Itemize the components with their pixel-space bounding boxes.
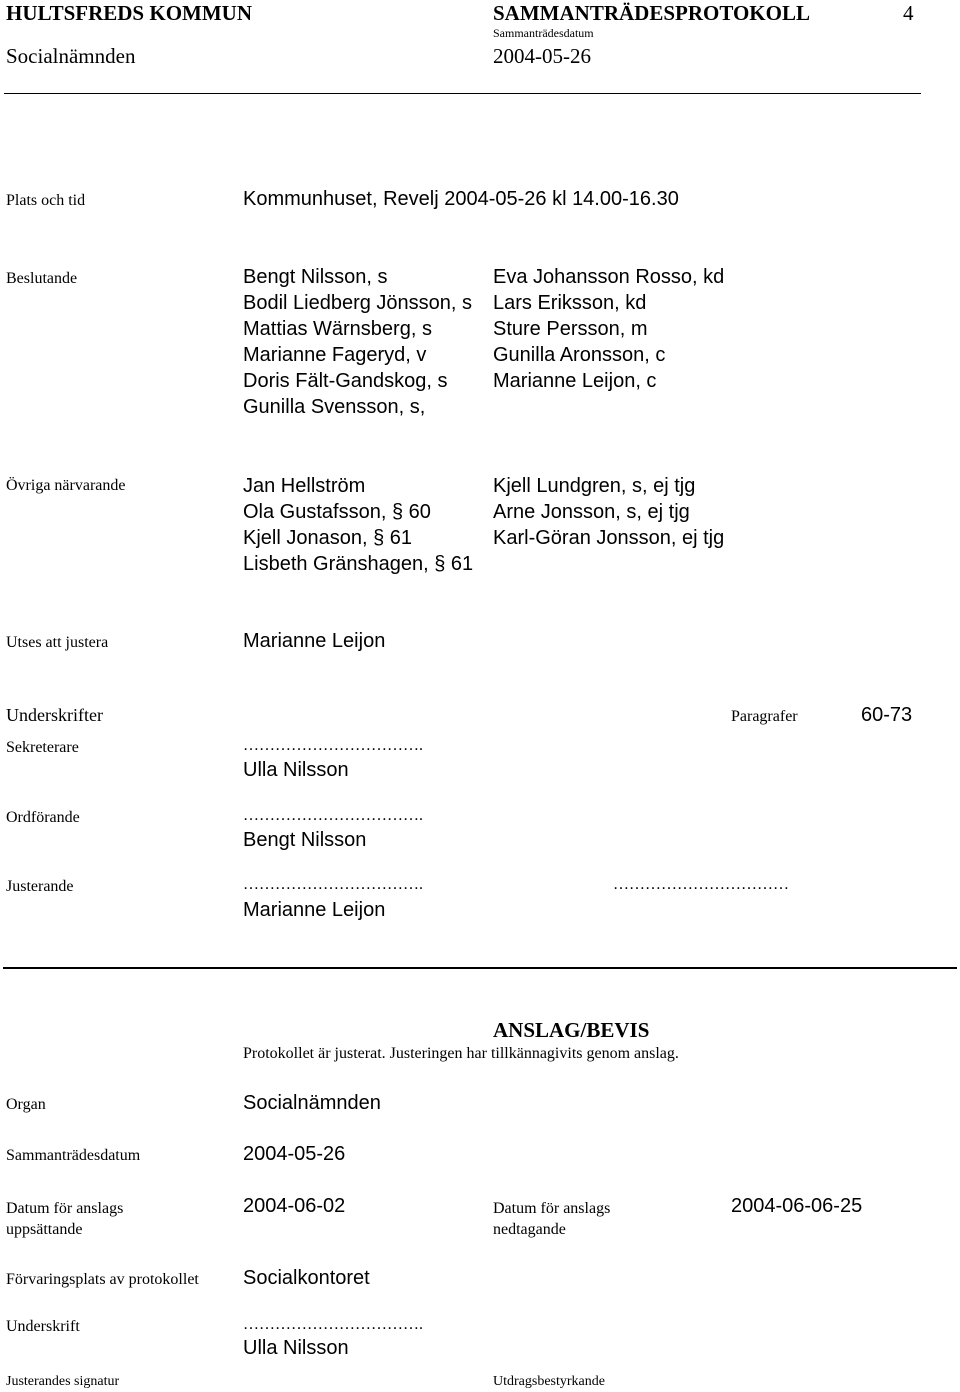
justerande-label: Justerande (6, 878, 74, 895)
ovriga-member: Arne Jonsson, s, ej tjg (493, 501, 690, 523)
justerande-name: Marianne Leijon (243, 899, 386, 921)
justerande-signature-line: ……………………………. (243, 876, 423, 893)
underskrift-label: Underskrift (6, 1318, 80, 1335)
beslutande-member: Mattias Wärnsberg, s (243, 318, 432, 340)
paragrafer-label: Paragrafer (731, 708, 798, 725)
section-divider (3, 967, 957, 969)
sekreterare-name: Ulla Nilsson (243, 759, 349, 781)
ovriga-member: Kjell Lundgren, s, ej tjg (493, 475, 696, 497)
ovriga-right-list (493, 473, 724, 551)
beslutande-right-list (493, 264, 724, 394)
paragrafer-value: 60-73 (861, 704, 913, 726)
utses-value: Marianne Leijon (243, 630, 386, 652)
beslutande-member: Eva Johansson Rosso, kd (493, 266, 725, 288)
uppsattande-label-line2: uppsättande (6, 1221, 83, 1238)
sekreterare-signature-line: ……………………………. (243, 737, 423, 754)
nedtagande-value: 2004-06-06-25 (731, 1195, 863, 1217)
page-number: 4 (903, 1, 914, 25)
beslutande-member: Bengt Nilsson, s (243, 266, 388, 288)
forvaring-label: Förvaringsplats av protokollet (6, 1271, 199, 1288)
municipality-name: HULTSFREDS KOMMUN (6, 1, 253, 25)
utses-label: Utses att justera (6, 634, 109, 651)
committee-name: Socialnämnden (6, 44, 136, 68)
beslutande-member: Marianne Leijon, c (493, 370, 657, 392)
anslag-date-value: 2004-05-26 (243, 1143, 346, 1165)
ovriga-member: Karl-Göran Jonsson, ej tjg (493, 527, 725, 549)
anslag-title: ANSLAG/BEVIS (493, 1018, 650, 1042)
ordforande-signature-line: ……………………………. (243, 807, 423, 824)
sekreterare-label: Sekreterare (6, 739, 79, 756)
footer-utdragsbestyrkande: Utdragsbestyrkande (493, 1374, 605, 1389)
uppsattande-value: 2004-06-02 (243, 1195, 346, 1217)
ordforande-name: Bengt Nilsson (243, 829, 367, 851)
beslutande-label: Beslutande (6, 270, 78, 287)
ovriga-left-list (243, 473, 473, 577)
beslutande-member: Lars Eriksson, kd (493, 292, 647, 314)
document-type: SAMMANTRÄDESPROTOKOLL (493, 1, 810, 25)
ovriga-member: Ola Gustafsson, § 60 (243, 501, 431, 523)
beslutande-member: Marianne Fageryd, v (243, 344, 427, 366)
organ-label: Organ (6, 1096, 46, 1113)
forvaring-value: Socialkontoret (243, 1267, 370, 1289)
ovriga-label: Övriga närvarande (6, 477, 126, 494)
header-rule (4, 93, 921, 94)
nedtagande-label-line2: nedtagande (493, 1221, 566, 1238)
uppsattande-label-line1: Datum för anslags (6, 1200, 124, 1217)
underskrift-name: Ulla Nilsson (243, 1337, 349, 1359)
beslutande-member: Gunilla Svensson, s, (243, 396, 426, 418)
beslutande-member: Doris Fält-Gandskog, s (243, 370, 448, 392)
beslutande-member: Gunilla Aronsson, c (493, 344, 666, 366)
nedtagande-label-line1: Datum för anslags (493, 1200, 611, 1217)
plats-label: Plats och tid (6, 192, 86, 209)
underskrifter-label: Underskrifter (6, 705, 103, 725)
meeting-date: 2004-05-26 (493, 44, 591, 68)
ovriga-member: Kjell Jonason, § 61 (243, 527, 413, 549)
meeting-date-caption: Sammanträdesdatum (493, 26, 594, 40)
ovriga-member: Lisbeth Gränshagen, § 61 (243, 553, 474, 575)
plats-value: Kommunhuset, Revelj 2004-05-26 kl 14.00-16.30 (243, 188, 679, 210)
anslag-note: Protokollet är justerat. Justeringen har tillkännagivits genom anslag. (243, 1045, 679, 1062)
justerande-signature-line-2: …………………………… (613, 876, 789, 893)
footer-justerandes-signatur: Justerandes signatur (6, 1374, 120, 1389)
underskrift-signature-line: ……………………………. (243, 1316, 423, 1333)
anslag-date-label: Sammanträdesdatum (6, 1147, 141, 1164)
beslutande-member: Sture Persson, m (493, 318, 648, 340)
beslutande-member: Bodil Liedberg Jönsson, s (243, 292, 473, 314)
ordforande-label: Ordförande (6, 809, 80, 826)
ovriga-member: Jan Hellström (243, 475, 366, 497)
organ-value: Socialnämnden (243, 1092, 381, 1114)
beslutande-left-list (243, 264, 472, 420)
